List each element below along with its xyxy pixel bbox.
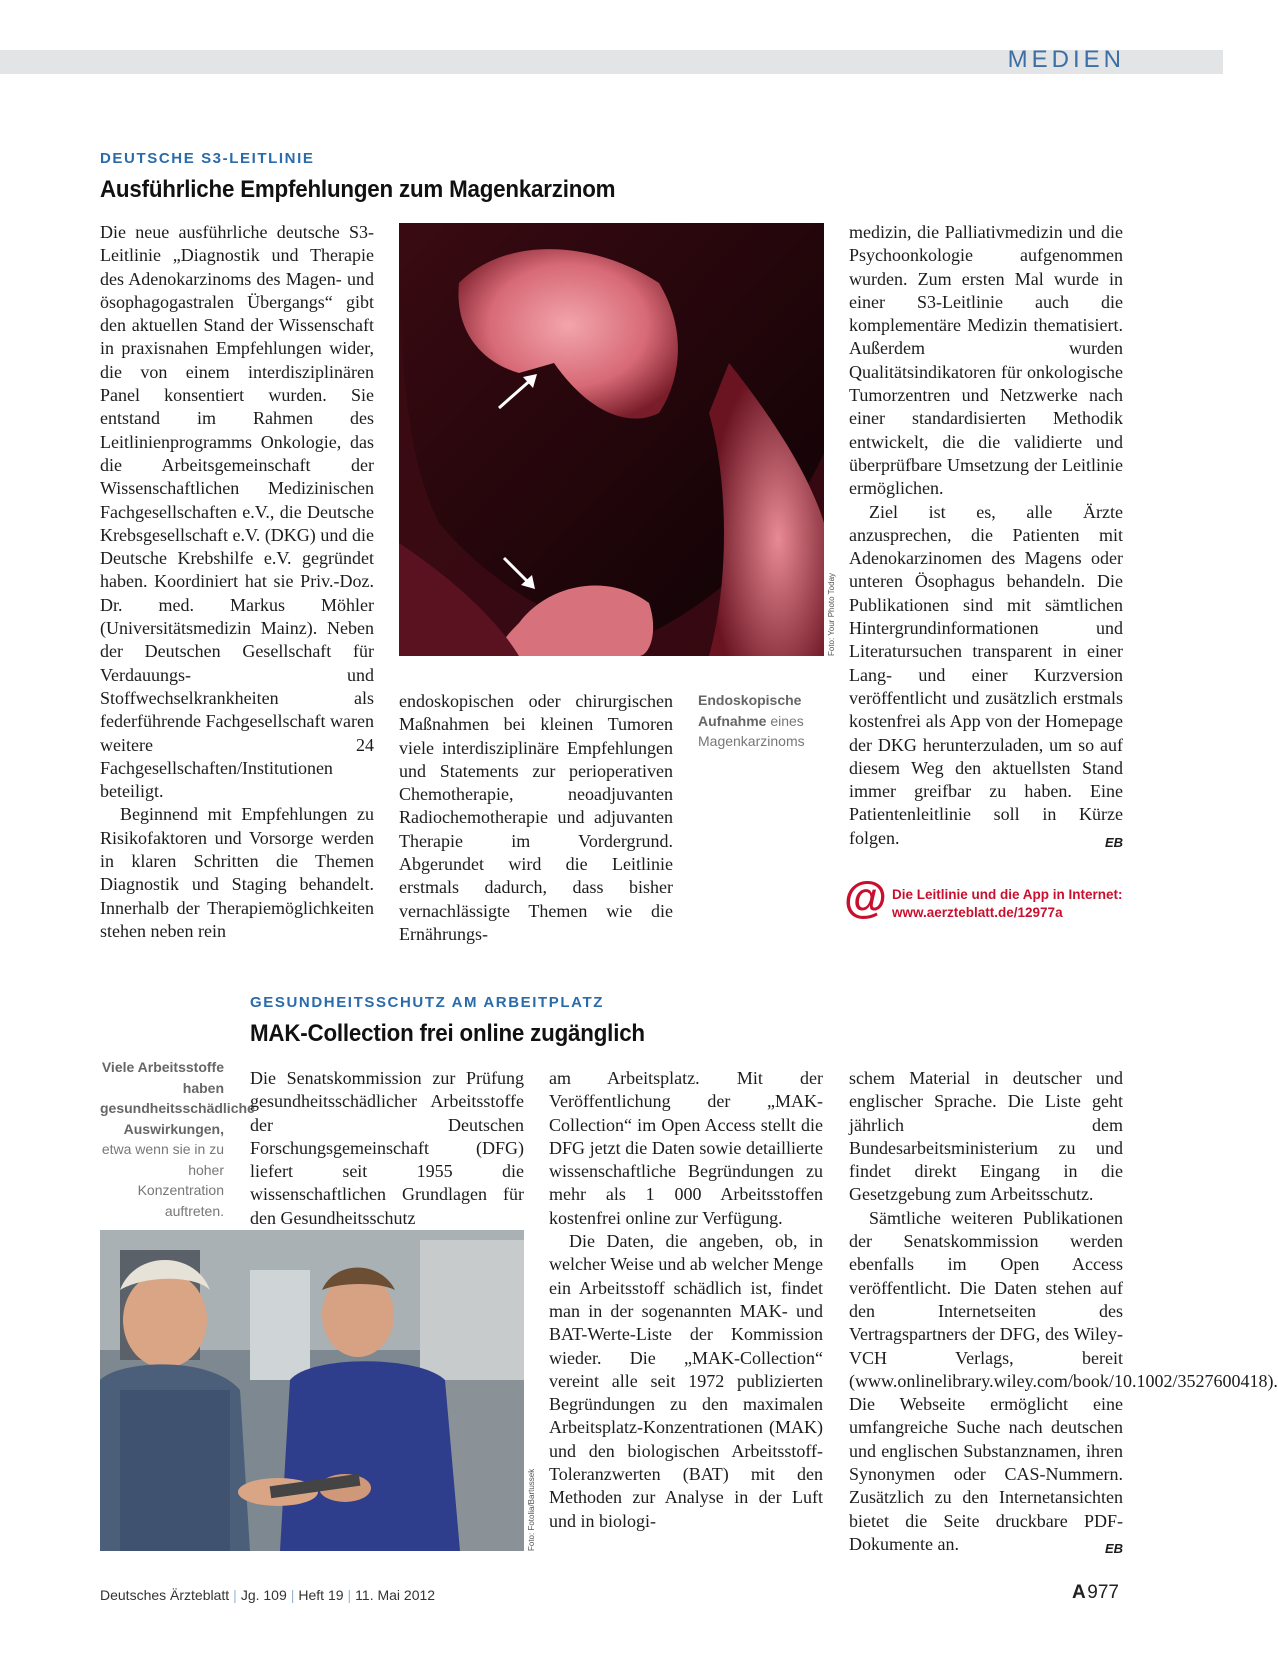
paragraph: Die neue ausführliche deutsche S3-Leitlinie „Diagnostik und Therapie des Adenokarzinoms des Magen- und ösophagogastralen Übergangs“ gibt den aktuellen Stand der Wissenschaft in praxisnahen Empfehlungen wider, die von einem interdisziplinären Panel konsentiert wurden. Sie entstand im Rahmen des Leitlinienprogramms Onkologie, das die Arbeitsgemeinschaft der Wissenschaftlichen Medizinischen Fachgesellschaften e.V., die Deutsche Krebsgesellschaft e.V. (DKG) und die Deutsche Krebshilfe e.V. gegründet haben. Koordiniert hat sie Priv.-Doz. Dr. med. Markus Möhler (Universitätsmedizin Mainz). Neben der Deutschen Gesellschaft für Verdauungs- und Stoffwechselkrankheiten als federführende Fachgesellschaft waren weitere 24 Fachgesellschaften/Institutionen beteiligt. [100, 222, 374, 802]
paragraph: Beginnend mit Empfehlungen zu Risikofaktoren und Vorsorge werden in klaren Schritten die Themen Diagnostik und Staging behandelt. Innerhalb der Therapiemöglichkeiten stehen neben rein [100, 804, 374, 941]
journal-name: Deutsches Ärzteblatt [100, 1587, 230, 1603]
workers-image [100, 1230, 524, 1551]
article2-kicker: GESUNDHEITSSCHUTZ AM ARBEITPLATZ [250, 994, 604, 1011]
photo-credit-1: Foto: Your Photo Today [827, 572, 836, 656]
paragraph [849, 501, 1123, 850]
paragraph [849, 1207, 1278, 1556]
section-label: MEDIEN [1007, 46, 1125, 73]
endoscopy-image [399, 223, 824, 656]
paragraph: schem Material in deutscher und englischer Sprache. Die Liste geht jährlich dem Bundesarbeitsministerium zu und findet direkt Eingang in die Gesetzgebung zum Arbeitsschutz. [849, 1068, 1123, 1205]
photo-credit-2: Foto: Fotolia/Bartussek [527, 1468, 536, 1551]
paragraph: Die Daten, die angeben, ob, in welcher Weise und ab welcher Menge ein Arbeitsstoff schädlich ist, findet man in der sogenannten MAK- und BAT-Werte-Liste der Kommission wieder. Die „MAK-Collection“ vereint alle seit 1972 publizierten Begründungen zu den maximalen Arbeitsplatz-Konzentrationen (MAK) und den biologischen Arbeitsstoff-Toleranzwerten (BAT) mit den Methoden zur Analyse in der Luft und in biologi- [549, 1231, 823, 1531]
photo-caption-2 [100, 1057, 255, 1221]
workers-photo [100, 1230, 524, 1551]
article1-column-1 [100, 221, 374, 943]
paragraph: am Arbeitsplatz. Mit der Veröffentlichung der „MAK-Collection“ im Open Access stellt die DFG jetzt die Daten sowie detaillierte wissenschaftliche Begründungen zu mehr als 1 000 Arbeitsstoffen kostenfrei online zur Verfügung. [549, 1068, 823, 1228]
author-signature: EB [1104, 1540, 1123, 1556]
link-url[interactable]: www.aerzteblatt.de/12977a [892, 905, 1063, 920]
page-number-value: 977 [1087, 1582, 1119, 1603]
caption-bold: Viele Arbeitsstoffe haben gesundheitsschädliche Auswirkungen, [100, 1059, 255, 1137]
caption-text: eines Magenkarzinoms [698, 712, 805, 749]
article1-column-3 [849, 221, 1123, 854]
page-number [1072, 1582, 1119, 1604]
paragraph: endoskopischen oder chirurgischen Maßnahmen bei kleinen Tumoren viele interdisziplinäre Empfehlungen und Statements zur perioperativen Chemotherapie, neoadjuvanten Radiochemotherapie und adjuvanten Therapie im Vordergrund. Abgerundet wird die Leitlinie erstmals dadurch, dass bisher vernachlässigte Themen wie die Ernährungs- [399, 691, 673, 944]
volume: Jg. 109 [240, 1587, 287, 1603]
issue: Heft 19 [298, 1587, 344, 1603]
photo-caption-1 [698, 690, 828, 752]
article2-column-2 [549, 1067, 823, 1533]
separator: | [347, 1587, 352, 1603]
at-icon: @ [844, 873, 887, 922]
caption-bold: Endoskopische Aufnahme [698, 692, 802, 729]
article2-column-1 [250, 1067, 524, 1230]
article2-headline: MAK-Collection frei online zugänglich [250, 1020, 645, 1047]
paragraph-text: Ziel ist es, alle Ärzte anzusprechen, die Patienten mit Adenokarzinomen des Magens oder unteren Ösophagus behandeln. Die Publikationen sind mit sämtlichen Hintergrundinformationen und Literatursuchen transparent in einer Lang- und einer Kurzversion veröffentlicht und zusätzlich erstmals kostenfrei als App von der Homepage der DKG herunterzuladen, um so auf diesem Weg den aktuellsten Stand immer greifbar zu haben. Eine Patientenleitlinie soll in Kürze folgen. [849, 501, 1123, 848]
article1-headline: Ausführliche Empfehlungen zum Magenkarzinom [100, 176, 616, 203]
paragraph: medizin, die Palliativmedizin und die Psychoonkologie aufgenommen wurden. Zum ersten Mal wurde in einer S3-Leitlinie auch die komplementäre Medizin thematisiert. Außerdem wurden Qualitätsindikatoren für onkologische Tumorzentren und Netzwerke nach einer standardisierten Methodik entwickelt, die die validierte und überprüfbare Umsetzung der Leitlinie ermöglichen. [849, 222, 1123, 499]
author-signature: EB [1104, 834, 1123, 850]
paragraph-text: Sämtliche weiteren Publikationen der Senatskommission werden ebenfalls im Open Access veröffentlicht. Die Daten stehen auf den Internetseiten des Vertragspartners der DFG, des Wiley-VCH Verlags, bereit (www.onlinelibrary.wiley.com/book/10.1002/3527600418). Die Webseite ermöglicht eine umfangreiche Suche nach deutschen und englischen Substanznamen, ihren Synonymen oder CAS-Nummern. Zusätzlich zu den Internetansichten bietet die Seite druckbare PDF-Dokumente an. [849, 1207, 1278, 1554]
link-label: Die Leitlinie und die App in Internet: [892, 887, 1123, 902]
endoscopy-photo [399, 223, 824, 656]
footer-citation [100, 1587, 435, 1603]
article1-column-2 [399, 690, 673, 946]
page-prefix: A [1071, 1582, 1086, 1603]
issue-date: 11. Mai 2012 [355, 1587, 436, 1603]
caption-text: etwa wenn sie in zu hoher Konzentration auftreten. [101, 1141, 224, 1219]
link-text[interactable] [892, 886, 1123, 922]
article2-column-3 [849, 1067, 1278, 1560]
separator: | [233, 1587, 237, 1603]
separator: | [290, 1587, 295, 1603]
paragraph: Die Senatskommission zur Prüfung gesundheitsschädlicher Arbeitsstoffe der Deutschen Forschungsgemeinschaft (DFG) liefert seit 1955 die wissenschaftlichen Grundlagen für den Gesundheitsschutz [250, 1068, 524, 1228]
article1-kicker: DEUTSCHE S3-LEITLINIE [100, 150, 315, 167]
